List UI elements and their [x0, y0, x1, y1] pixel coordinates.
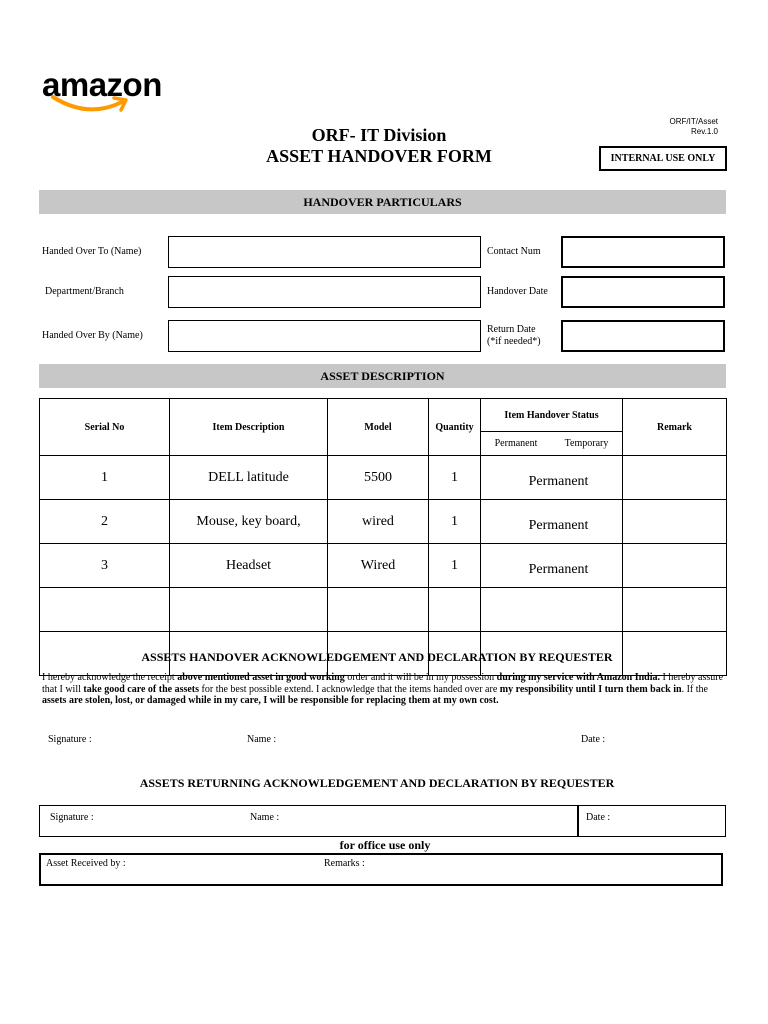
handed-over-to-field[interactable]: [168, 236, 481, 268]
return-name-label: Name :: [250, 812, 280, 823]
quantity-cell[interactable]: 1: [429, 456, 481, 500]
asset-table: [39, 398, 727, 676]
col-status: Item Handover Status Permanent Temporary: [481, 399, 623, 456]
department-label: Department/Branch: [45, 286, 124, 297]
serial-cell[interactable]: [40, 588, 170, 632]
description-cell[interactable]: [170, 588, 328, 632]
handover-date-label: Handover Date: [487, 286, 548, 297]
division-title: ORF- IT Division: [311, 125, 447, 145]
amazon-smile-icon: [50, 93, 132, 115]
col-quantity: Quantity: [429, 399, 481, 456]
return-date-label: Return Date (*if needed*): [487, 324, 541, 347]
asset-description-heading: ASSET DESCRIPTION: [39, 364, 726, 388]
col-model: Model: [328, 399, 429, 456]
serial-cell[interactable]: 1: [40, 456, 170, 500]
col-description: Item Description: [170, 399, 328, 456]
table-row: [40, 500, 727, 544]
description-cell[interactable]: Mouse, key board,: [170, 500, 328, 544]
office-use-heading: for office use only: [339, 838, 431, 852]
asset-table-header: [40, 399, 727, 456]
doc-revision: Rev.1.0: [691, 127, 718, 136]
handover-particulars-heading: HANDOVER PARTICULARS: [39, 190, 726, 214]
department-field[interactable]: [168, 276, 481, 308]
contact-num-label: Contact Num: [487, 246, 541, 257]
handover-ack-heading: ASSETS HANDOVER ACKNOWLEDGEMENT AND DECLARATION BY REQUESTER: [141, 650, 613, 664]
handover-date-sig-label: Date :: [581, 734, 606, 745]
return-date-field[interactable]: [561, 320, 725, 352]
contact-num-field[interactable]: [561, 236, 725, 268]
return-date-label: Date :: [586, 812, 611, 823]
status-cell[interactable]: Permanent: [481, 500, 623, 544]
table-row: [40, 544, 727, 588]
status-cell[interactable]: Permanent: [481, 456, 623, 500]
return-ack-heading: ASSETS RETURNING ACKNOWLEDGEMENT AND DECLARATION BY REQUESTER: [139, 776, 615, 790]
handover-date-field[interactable]: [561, 276, 725, 308]
handover-signature-label: Signature :: [48, 734, 92, 745]
serial-cell[interactable]: 3: [40, 544, 170, 588]
handed-over-by-label: Handed Over By (Name): [42, 330, 143, 341]
table-row: [40, 588, 727, 632]
table-row: [40, 456, 727, 500]
handover-name-label: Name :: [247, 734, 277, 745]
doc-code: ORF/IT/Asset: [669, 117, 718, 126]
col-permanent: Permanent: [494, 437, 538, 449]
form-title: ASSET HANDOVER FORM: [266, 146, 492, 166]
description-cell[interactable]: Headset: [170, 544, 328, 588]
serial-cell[interactable]: 2: [40, 500, 170, 544]
quantity-cell[interactable]: [429, 588, 481, 632]
description-cell[interactable]: DELL latitude: [170, 456, 328, 500]
office-remarks-label: Remarks :: [324, 858, 365, 869]
col-temporary: Temporary: [564, 437, 609, 449]
model-cell[interactable]: wired: [328, 500, 429, 544]
handed-over-by-field[interactable]: [168, 320, 481, 352]
quantity-cell[interactable]: 1: [429, 500, 481, 544]
status-cell[interactable]: [481, 588, 623, 632]
model-cell[interactable]: 5500: [328, 456, 429, 500]
model-cell[interactable]: [328, 588, 429, 632]
date-divider: [577, 806, 579, 836]
remark-cell[interactable]: [623, 500, 727, 544]
return-signature-label: Signature :: [50, 812, 94, 823]
asset-received-by-label: Asset Received by :: [46, 858, 126, 869]
office-use-box[interactable]: [39, 853, 723, 886]
internal-use-badge: INTERNAL USE ONLY: [599, 146, 727, 171]
handed-over-to-label: Handed Over To (Name): [42, 246, 142, 257]
remark-cell[interactable]: [623, 588, 727, 632]
col-remark: Remark: [623, 399, 727, 456]
return-signature-row[interactable]: [39, 805, 726, 837]
amazon-logo: amazon: [42, 66, 162, 103]
status-cell[interactable]: Permanent: [481, 544, 623, 588]
declaration-text: I hereby acknowledge the receipt above mentioned asset in good working order and it will be in my possession during my service with Amazon India. I hereby assure that I will take good care of the assets for the best possible extend. I acknowledge that the items handed over are my responsibility until I turn them back in. If the assets are stolen, lost, or damaged while in my care, I will be responsible for replacing them at my own cost.: [42, 672, 724, 706]
remark-cell[interactable]: [623, 544, 727, 588]
remark-cell[interactable]: [623, 456, 727, 500]
quantity-cell[interactable]: 1: [429, 544, 481, 588]
model-cell[interactable]: Wired: [328, 544, 429, 588]
col-serial: Serial No: [40, 399, 170, 456]
